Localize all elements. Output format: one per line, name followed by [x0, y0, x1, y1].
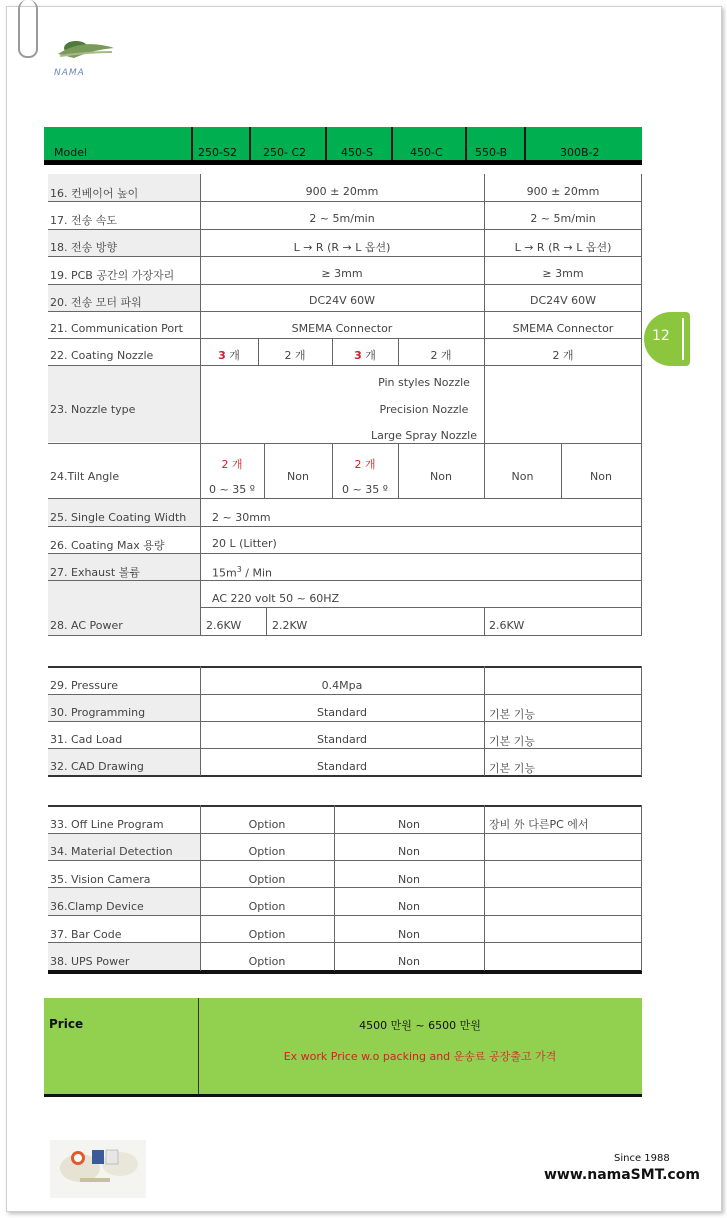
- row-divider: [48, 284, 642, 285]
- row-22-550b-300b: 2 개: [552, 349, 574, 362]
- row-37-non: Non: [398, 928, 420, 941]
- header-separator: [391, 127, 393, 162]
- price-section: [44, 998, 642, 1095]
- header-model-550-b: 550-B: [475, 146, 508, 159]
- table-bottom-border: [48, 970, 642, 974]
- row-24-450s-count: 2 개: [354, 458, 376, 471]
- badge-divider: [682, 318, 684, 360]
- row-17-value: 2 ~ 5m/min: [309, 212, 375, 225]
- row-38-option: Option: [248, 955, 286, 968]
- row-20-value-300b: DC24V 60W: [529, 294, 597, 307]
- row-18-label: 18. 전송 방향: [50, 241, 117, 254]
- row-35-option: Option: [248, 873, 286, 886]
- website-link[interactable]: www.namaSMT.com: [544, 1167, 700, 1183]
- row-divider: [48, 201, 642, 202]
- row-16-value-300b: 900 ± 20mm: [526, 185, 600, 198]
- row-23-label: 23. Nozzle type: [50, 403, 136, 416]
- row-22-label: 22. Coating Nozzle: [50, 349, 154, 362]
- row-27-value: $15m^3$ / Min: [212, 565, 273, 580]
- row-24-label: 24.Tilt Angle: [50, 470, 120, 483]
- header-separator: [465, 127, 467, 162]
- table-bottom-border: [48, 775, 642, 777]
- header-model-label: Model: [54, 146, 88, 159]
- header-model-450-c: 450-C: [410, 146, 443, 159]
- row-36-non: Non: [398, 900, 420, 913]
- row-34-non: Non: [398, 845, 420, 858]
- row-22-450c: 2 개: [430, 349, 452, 362]
- row-35-non: Non: [398, 873, 420, 886]
- nozzle-type-precision: Precision Nozzle: [379, 403, 469, 416]
- row-32-label: 32. CAD Drawing: [50, 760, 144, 773]
- row-divider: [48, 498, 642, 499]
- row-28-power-1: 2.6KW: [206, 619, 242, 632]
- table-top-border: [48, 666, 642, 668]
- column-divider: [484, 805, 485, 971]
- row-21-label: 21. Communication Port: [50, 322, 183, 335]
- price-label: Price: [49, 1017, 84, 1031]
- row-divider: [48, 338, 642, 339]
- row-24-250s2-angle: 0 ~ 35 º: [209, 483, 255, 496]
- header-separator: [249, 127, 251, 162]
- row-36-label: 36.Clamp Device: [50, 900, 144, 913]
- row-divider: [48, 833, 642, 834]
- row-22-450s: 3 개: [354, 349, 376, 362]
- since-year: Since 1988: [614, 1153, 670, 1164]
- header-model-250-s2: 250-S2: [198, 146, 237, 159]
- row-19-label: 19. PCB 공간의 가장자리: [50, 269, 175, 282]
- row-29-value: 0.4Mpa: [321, 679, 363, 692]
- row-31-value: Standard: [316, 733, 368, 746]
- row-33-option: Option: [248, 818, 286, 831]
- row-38-label: 38. UPS Power: [50, 955, 130, 968]
- price-range: 4500 만원 ~ 6500 만원: [359, 1019, 481, 1032]
- row-divider: [48, 311, 642, 312]
- header-separator: [191, 127, 193, 162]
- row-18-value: L → R (R → L 옵션): [293, 241, 391, 254]
- row-22-250s2: 3 개: [218, 349, 240, 362]
- column-divider: [266, 607, 267, 635]
- row-28-power-2: 2.2KW: [272, 619, 308, 632]
- row-22-250c2: 2 개: [284, 349, 306, 362]
- row-divider: [48, 365, 642, 366]
- row-divider: [48, 942, 642, 943]
- row-16-label: 16. 컨베이어 높이: [50, 187, 139, 200]
- row-32-value: Standard: [316, 760, 368, 773]
- row-21-value-300b: SMEMA Connector: [512, 322, 614, 335]
- row-36-option: Option: [248, 900, 286, 913]
- logo-text: NAMA: [54, 68, 85, 78]
- row-divider: [48, 860, 642, 861]
- row-divider: [48, 887, 642, 888]
- row-24-550b: Non: [511, 470, 534, 483]
- row-divider: [48, 553, 642, 554]
- row-28-voltage: AC 220 volt 50 ~ 60HZ: [212, 592, 340, 605]
- row-35-label: 35. Vision Camera: [50, 873, 151, 886]
- row-33-non: Non: [398, 818, 420, 831]
- row-38-non: Non: [398, 955, 420, 968]
- row-21-value: SMEMA Connector: [291, 322, 393, 335]
- row-37-label: 37. Bar Code: [50, 928, 122, 941]
- row-divider: [48, 694, 642, 695]
- header-model-450-s: 450-S: [341, 146, 373, 159]
- paperclip-icon: [18, 0, 38, 58]
- row-33-label: 33. Off Line Program: [50, 818, 164, 831]
- row-24-300b: Non: [590, 470, 612, 483]
- column-divider: [641, 805, 642, 971]
- row-30-label: 30. Programming: [50, 706, 146, 719]
- row-18-value-300b: L → R (R → L 옵션): [514, 241, 612, 254]
- row-26-value: 20 L (Litter): [212, 537, 277, 550]
- row-24-450c: Non: [430, 470, 452, 483]
- row-24-450s-angle: 0 ~ 35 º: [342, 483, 388, 496]
- row-divider: [48, 580, 642, 581]
- column-divider: [641, 666, 642, 776]
- row-26-label: 26. Coating Max 용량: [50, 539, 165, 552]
- row-divider: [48, 721, 642, 722]
- row-28-power-3: 2.6KW: [489, 619, 525, 632]
- row-30-value-300b: 기본 기능: [489, 708, 536, 721]
- row-28-label: 28. AC Power: [50, 619, 123, 632]
- row-19-value: ≥ 3mm: [321, 267, 363, 280]
- row-19-value-300b: ≥ 3mm: [542, 267, 584, 280]
- column-divider: [484, 666, 485, 776]
- row-30-value: Standard: [316, 706, 368, 719]
- row-25-value: 2 ~ 30mm: [212, 511, 271, 524]
- row-34-option: Option: [248, 845, 286, 858]
- nozzle-type-large-spray: Large Spray Nozzle: [370, 429, 477, 442]
- row-27-label: 27. Exhaust 볼륨: [50, 566, 140, 579]
- nozzle-type-pin: Pin styles Nozzle: [378, 376, 470, 389]
- row-29-label: 29. Pressure: [50, 679, 118, 692]
- row-divider: [48, 915, 642, 916]
- row-17-label: 17. 전송 속도: [50, 214, 117, 227]
- row-37-option: Option: [248, 928, 286, 941]
- row-33-note: 장비 外 다른PC 에서: [489, 818, 589, 831]
- page-number-badge: 12: [644, 312, 690, 366]
- row-32-value-300b: 기본 기능: [489, 762, 536, 775]
- price-divider: [198, 998, 199, 1095]
- row-divider: [48, 229, 642, 230]
- row-31-label: 31. Cad Load: [50, 733, 123, 746]
- row-34-label: 34. Material Detection: [50, 845, 173, 858]
- column-divider: [484, 607, 485, 635]
- row-25-label: 25. Single Coating Width: [50, 511, 187, 524]
- row-divider: [48, 748, 642, 749]
- row-divider: [48, 443, 642, 444]
- header-separator: [325, 127, 327, 162]
- header-underline: [44, 160, 642, 165]
- row-24-250c2: Non: [287, 470, 309, 483]
- row-20-value: DC24V 60W: [308, 294, 376, 307]
- price-bottom-border: [44, 1094, 642, 1097]
- row-divider: [48, 526, 642, 527]
- row-24-250s2-count: 2 개: [221, 458, 243, 471]
- table-top-border: [48, 805, 642, 807]
- row-divider: [48, 635, 642, 636]
- row-31-value-300b: 기본 기능: [489, 735, 536, 748]
- row-17-value-300b: 2 ~ 5m/min: [530, 212, 596, 225]
- price-note: Ex work Price w.o packing and 운송료 공장출고 가격: [283, 1050, 557, 1063]
- footer-logo-icon: [50, 1140, 146, 1198]
- header-separator: [524, 127, 526, 162]
- row-20-label: 20. 전송 모터 파워: [50, 296, 142, 309]
- header-model-250-c2: 250- C2: [263, 146, 307, 159]
- row-divider: [48, 256, 642, 257]
- row-16-value: 900 ± 20mm: [305, 185, 379, 198]
- header-model-300b-2: 300B-2: [560, 146, 600, 159]
